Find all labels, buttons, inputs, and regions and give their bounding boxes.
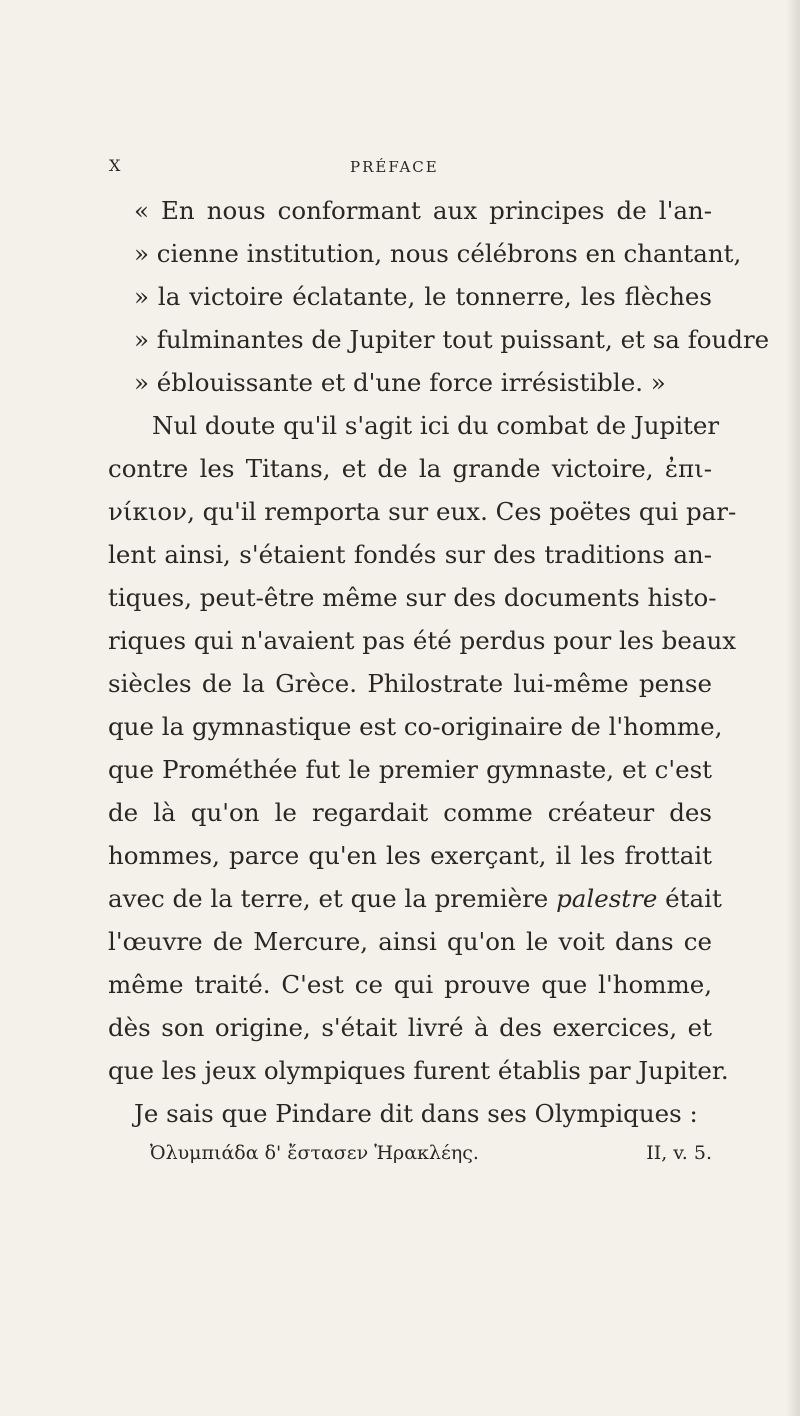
- body-text: [108, 189, 770, 1135]
- text-line: l'œuvre de Mercure, ainsi qu'on le voit dans ce: [108, 927, 712, 956]
- text-line: Nul doute qu'il s'agit ici du combat de Jupiter: [152, 411, 720, 440]
- text-line: riques qui n'avaient pas été perdus pour les beaux: [108, 626, 737, 655]
- text-line: lent ainsi, s'étaient fondés sur des traditions an-: [108, 540, 712, 569]
- text-line: » cienne institution, nous célébrons en chantant,: [134, 239, 742, 268]
- text-line: que les jeux olympiques furent établis par Jupiter.: [108, 1056, 729, 1085]
- text-line: siècles de la Grèce. Philostrate lui-même pense: [108, 669, 712, 698]
- text-line: que la gymnastique est co-originaire de l'homme,: [108, 712, 723, 741]
- text-line: même traité. C'est ce qui prouve que l'homme,: [108, 970, 712, 999]
- running-head-title: PRÉFACE: [350, 158, 439, 176]
- text-line: que Prométhée fut le premier gymnaste, et c'est: [108, 755, 712, 784]
- text-line: « En nous conformant aux principes de l'an-: [134, 196, 712, 225]
- text-line: » fulminantes de Jupiter tout puissant, et sa foudre: [134, 325, 770, 354]
- text-line: de là qu'on le regardait comme créateur des: [108, 798, 712, 827]
- page-number: X: [109, 156, 122, 175]
- greek-quotation: [150, 1137, 712, 1169]
- text-fragment: était: [665, 884, 722, 913]
- text-line: hommes, parce qu'en les exerçant, il les frottait: [108, 841, 712, 870]
- text-line: » éblouissante et d'une force irrésistible. »: [134, 368, 666, 397]
- greek-verse: Ὀλυμπιάδα δ' ἔστασεν Ἡρακλέης.: [150, 1142, 479, 1164]
- text-line: νίκιον, qu'il remporta sur eux. Ces poëtes qui par-: [108, 497, 737, 526]
- text-line: Je sais que Pindare dit dans ses Olympiques :: [134, 1099, 698, 1128]
- text-fragment: avec de la terre, et que la première: [108, 884, 549, 913]
- page-edge-shadow: [786, 0, 800, 1416]
- italic-term: palestre: [556, 884, 658, 913]
- text-line: contre les Titans, et de la grande victoire, ἐπι-: [108, 454, 712, 483]
- text-line: tiques, peut-être même sur des documents histo-: [108, 583, 717, 612]
- text-line: » la victoire éclatante, le tonnerre, les flèches: [134, 282, 712, 311]
- text-line-with-italic: [108, 877, 722, 920]
- text-line: dès son origine, s'était livré à des exercices, et: [108, 1013, 712, 1042]
- running-head: [0, 156, 800, 180]
- verse-reference: II, v. 5.: [646, 1142, 712, 1164]
